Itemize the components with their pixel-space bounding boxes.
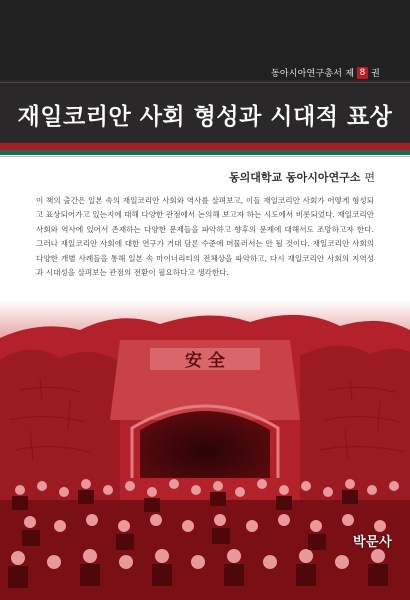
publisher-logo: 박문사 xyxy=(353,535,393,550)
tunnel-opening xyxy=(140,411,270,478)
sign-text: 安 全 xyxy=(185,351,225,371)
green-accent-bar xyxy=(0,150,410,155)
author-line xyxy=(229,169,375,185)
series-suffix: 권 xyxy=(371,69,380,79)
red-accent-bar xyxy=(0,143,410,150)
series-divider xyxy=(0,82,410,83)
author-role: 편 xyxy=(364,171,375,184)
cover-photo xyxy=(0,300,410,600)
series-prefix: 동아시아연구총서 제 xyxy=(270,69,355,79)
author-name: 동의대학교 동아시아연구소 xyxy=(229,171,361,184)
series-label xyxy=(271,66,380,79)
cover-blurb: 이 책의 출간은 일본 속의 재일코리안 사회와 역사를 살펴보고, 이들 재일코리안 사회가 어떻게 형성되고 표상되어가고 있는지에 대해 다양한 관점에서 논의해 보고자 하는 시도에서 비롯되었다. 재일코리안 사회와 역사에 있어서 존재하는 다양한 문제들을 파악하고 향후의 문제에 대해서도 조망하고자 한다. 그러나 재일코리안 사회에 대한 연구가 거대 담론 수준에 머물러서는 안 될 것이다. 재일코리안 사회의 다양한 개별 사례들을 통해 일본 속 마이너리티의 전체상을 파악하고, 다시 재일코리안 사회의 지역성과 시대성을 살펴보는 관점의 전환이 필요하다고 생각한다. xyxy=(36,196,374,278)
book-title: 재일코리안 사회 형성과 시대적 표상 xyxy=(17,104,393,130)
series-number-badge: 8 xyxy=(357,67,368,79)
divider-line xyxy=(0,156,410,157)
